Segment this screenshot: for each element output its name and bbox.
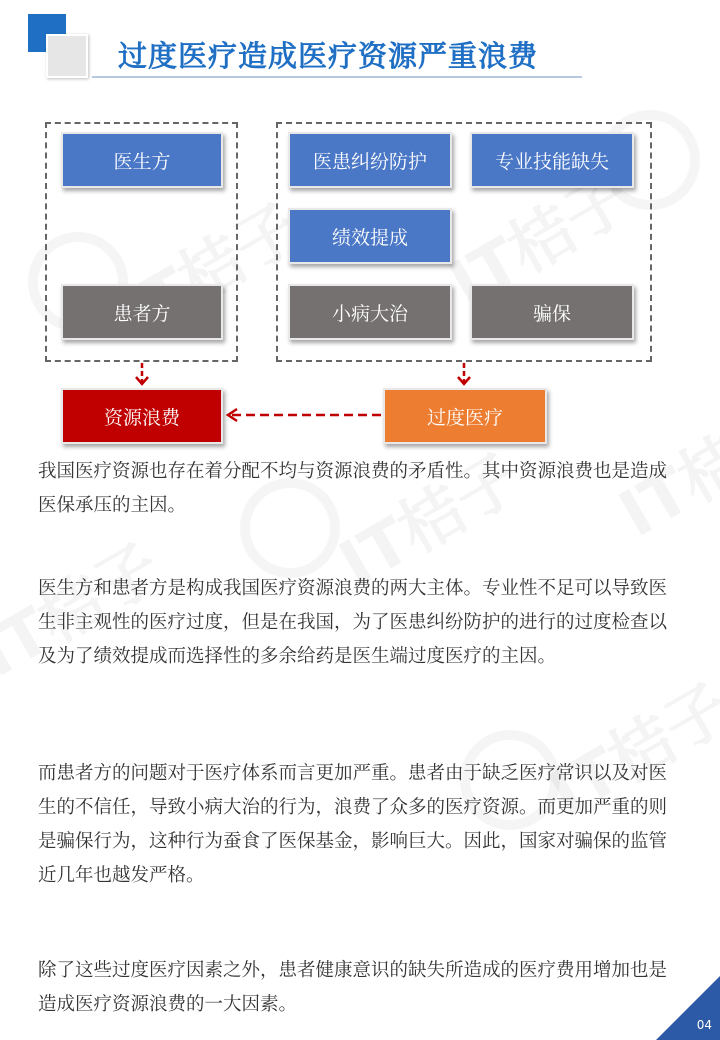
paragraph-4: 除了这些过度医疗因素之外，患者健康意识的缺失所造成的医疗费用增加也是造成医疗资源浪费的一大因素。 [38, 960, 668, 1015]
page-number: 04 [696, 1018, 712, 1032]
dispute-protection-box: 医患纠纷防护 [288, 132, 452, 188]
patient-side-box: 患者方 [61, 284, 223, 340]
performance-box: 绩效提成 [288, 208, 452, 264]
resource-waste-box: 资源浪费 [61, 388, 223, 444]
minor-illness-box: 小病大治 [288, 284, 452, 340]
skill-lack-box: 专业技能缺失 [470, 132, 634, 188]
page-title: 过度医疗造成医疗资源严重浪费 [118, 39, 539, 73]
paragraph-1: 我国医疗资源也存在着分配不均与资源浪费的矛盾性。其中资源浪费也是造成医保承压的主因。 [38, 461, 668, 516]
diagram-arrows [0, 0, 720, 460]
doctor-side-box: 医生方 [61, 132, 223, 188]
over-treatment-box: 过度医疗 [383, 388, 547, 444]
fraud-box: 骗保 [470, 284, 634, 340]
paragraph-2: 医生方和患者方是构成我国医疗资源浪费的两大主体。专业性不足可以导致医生非主观性的医疗过度，但是在我国，为了医患纠纷防护的进行的过度检查以及为了绩效提成而选择性的多余给药是医生端过度医疗的主因。 [38, 578, 668, 667]
paragraph-3: 而患者方的问题对于医疗体系而言更加严重。患者由于缺乏医疗常识以及对医生的不信任，导致小病大治的行为，浪费了众多的医疗资源。而更加严重的则是骗保行为，这种行为蚕食了医保基金，影响巨大。因此，国家对骗保的监管近几年也越发严格。 [38, 763, 668, 886]
